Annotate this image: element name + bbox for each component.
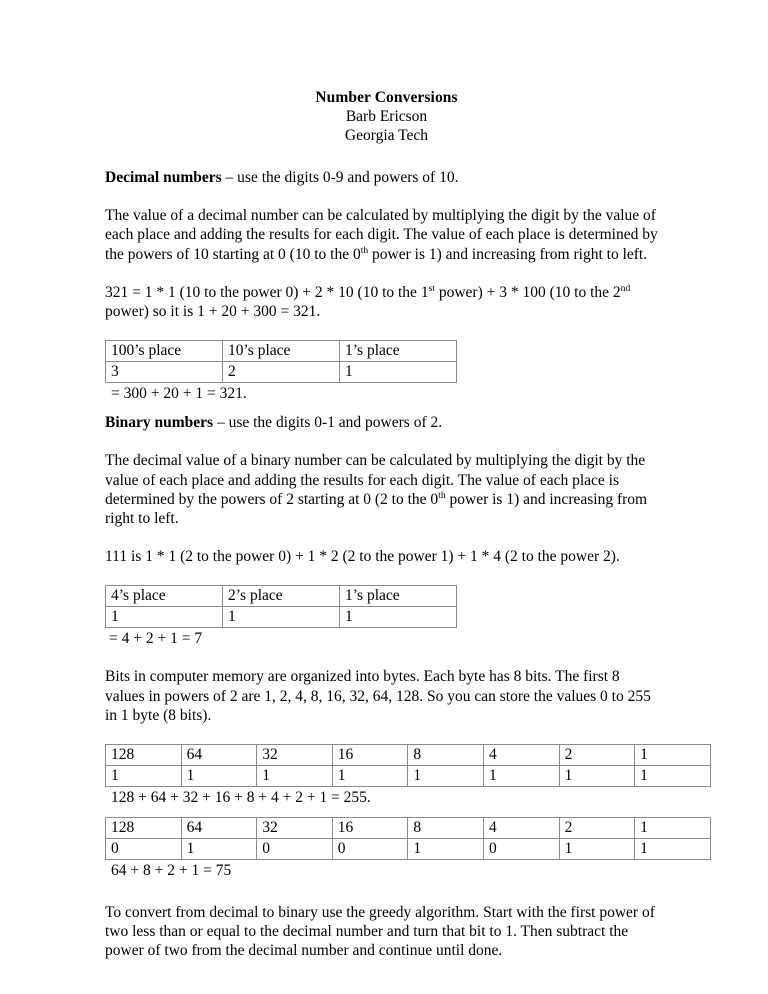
table-row [106,745,711,766]
byte-seventy-five-table [105,817,711,860]
decimal-places-sum: = 300 + 20 + 1 = 321. [111,385,247,403]
table-header-cell: 100’s place [106,341,223,362]
table-row [106,766,711,787]
table-cell: 1 [340,362,457,383]
table-header-cell: 1 [635,745,711,766]
table-header-cell: 8 [408,745,484,766]
table-header-cell: 10’s place [223,341,340,362]
table-header-cell: 2 [559,745,635,766]
greedy-algorithm-paragraph: To convert from decimal to binary use the greedy algorithm. Start with the first power of two less than or equal to the decimal number and turn that bit to 1. Then subtract the power of two from the decimal number and continue until done. [105,904,655,960]
table-cell: 0 [257,839,333,860]
binary-explanation-part-1: The decimal value of a binary number can be calculated by multiplying the digit by the value of each place and adding the results for each digit. The value of each place is determined by the powers of 2 starting at 0 (2 to the 0 [105,452,646,508]
bytes-paragraph: Bits in computer memory are organized into bytes. Each byte has 8 bits. The first 8 values in powers of 2 are 1, 2, 4, 8, 16, 32, 64, 128. So you can store the values 0 to 255 in 1 byte (8 bits). [105,668,651,724]
decimal-heading-label: Decimal numbers [105,169,222,186]
spacer [105,145,668,168]
ordinal-superscript-th: th [360,244,369,256]
table-header-cell: 4 [483,745,559,766]
table-header-cell: 16 [332,745,408,766]
spacer [105,648,668,667]
spacer [105,432,668,451]
binary-explanation-part-2: power is 1) and increasing from right to left. [105,490,648,528]
document-title: Number Conversions [315,89,458,106]
spacer [105,264,668,283]
table-row [106,341,457,362]
byte-seventy-five-sum: 64 + 8 + 2 + 1 = 75 [111,862,232,880]
spacer [105,880,668,903]
table-header-cell: 128 [106,818,182,839]
table-header-cell: 4 [483,818,559,839]
decimal-heading [105,168,661,187]
document-header [105,88,668,145]
table-cell: 0 [332,839,408,860]
decimal-places-table [105,340,457,383]
table-header-cell: 2’s place [223,586,340,607]
table-cell: 1 [483,766,559,787]
table-header-cell: 32 [257,818,333,839]
table-cell: 1 [257,766,333,787]
binary-places-table [105,585,457,628]
table-cell: 1 [181,839,257,860]
table-cell: 1 [340,607,457,628]
binary-explanation-paragraph [105,451,661,528]
table-cell: 0 [483,839,559,860]
table-row [106,839,711,860]
binary-heading-label: Binary numbers [105,414,214,432]
table-cell: 1 [559,839,635,860]
table-cell: 1 [181,766,257,787]
table-cell: 2 [223,362,340,383]
decimal-example-part-3: power) so it is 1 + 20 + 300 = 321. [105,303,321,321]
table-cell: 3 [106,362,223,383]
spacer [105,321,668,340]
byte-all-ones-sum: 128 + 64 + 32 + 16 + 8 + 4 + 2 + 1 = 255. [111,789,371,807]
table-row [106,607,457,628]
table-cell: 1 [106,607,223,628]
spacer [105,566,668,585]
table-header-cell: 1’s place [340,341,457,362]
table-header-cell: 32 [257,745,333,766]
ordinal-superscript-st: st [428,282,435,294]
table-row [106,362,457,383]
table-header-cell: 8 [408,818,484,839]
table-header-cell: 1 [635,818,711,839]
decimal-example-paragraph [105,283,661,321]
table-header-cell: 2 [559,818,635,839]
table-cell: 1 [332,766,408,787]
table-cell: 1 [106,766,182,787]
decimal-explanation-paragraph [105,206,661,264]
table-cell: 0 [106,839,182,860]
binary-heading-text: – use the digits 0-1 and powers of 2. [213,414,443,432]
table-cell: 1 [635,766,711,787]
document-author: Barb Ericson [345,108,428,125]
spacer [105,725,668,744]
table-cell: 1 [635,839,711,860]
spacer [105,187,668,206]
spacer [105,403,668,413]
binary-example-paragraph: 111 is 1 * 1 (2 to the power 0) + 1 * 2 (2 to the power 1) + 1 * 4 (2 to the power 2). [105,548,620,566]
table-cell: 1 [559,766,635,787]
table-header-cell: 16 [332,818,408,839]
decimal-explanation-part-2: power is 1) and increasing from right to left. [368,245,648,263]
decimal-heading-text: – use the digits 0-9 and powers of 10. [221,169,459,186]
binary-heading [105,413,661,432]
table-header-cell: 1’s place [340,586,457,607]
table-header-cell: 64 [181,818,257,839]
spacer [105,807,668,817]
decimal-example-part-2: power) + 3 * 100 (10 to the 2 [434,283,621,301]
table-cell: 1 [408,839,484,860]
table-cell: 1 [223,607,340,628]
decimal-explanation-part-1: The value of a decimal number can be calculated by multiplying the digit by the value of each place and adding the results for each digit. The value of each place is determined by the powers of 10 starting at 0 (10 to the 0 [105,207,658,263]
table-header-cell: 4’s place [106,586,223,607]
document-affiliation: Georgia Tech [344,127,429,144]
decimal-example-part-1: 321 = 1 * 1 (10 to the power 0) + 2 * 10 (10 to the 1 [105,283,429,301]
ordinal-superscript-th: th [438,489,446,501]
binary-places-sum: = 4 + 2 + 1 = 7 [109,630,203,648]
table-row [106,586,457,607]
spacer [105,528,668,547]
table-header-cell: 64 [181,745,257,766]
table-header-cell: 128 [106,745,182,766]
ordinal-superscript-nd: nd [620,282,631,294]
table-cell: 1 [408,766,484,787]
table-row [106,818,711,839]
byte-all-ones-table [105,744,711,787]
